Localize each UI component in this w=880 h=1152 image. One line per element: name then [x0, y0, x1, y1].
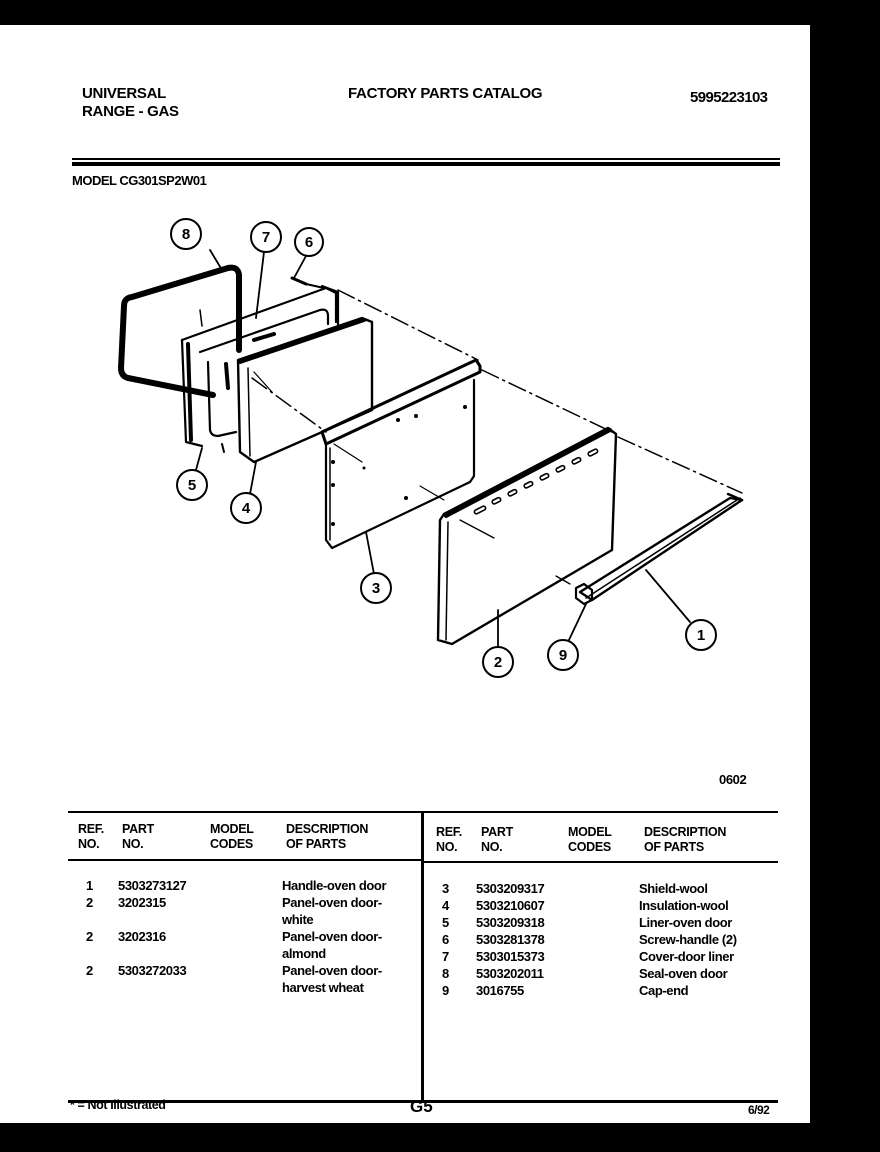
- col-model-codes-left: MODEL CODES: [210, 822, 254, 851]
- col-ref-no-left: REF. NO.: [78, 822, 104, 851]
- col-part-no-left: PART NO.: [122, 822, 154, 851]
- catalog-page: [0, 25, 810, 1123]
- col-model-codes-right: MODEL CODES: [568, 825, 612, 854]
- description-cont: white: [282, 912, 314, 927]
- part-no: 3202316: [118, 929, 166, 944]
- part-no: 3016755: [476, 983, 524, 998]
- svg-text:5: 5: [187, 477, 197, 494]
- svg-text:6: 6: [304, 234, 314, 251]
- ref-no: 4: [442, 898, 449, 913]
- description: Panel-oven door-: [282, 929, 382, 944]
- svg-text:8: 8: [181, 226, 191, 243]
- part-2-vent-slots: [474, 448, 599, 514]
- callout-5: [177, 470, 207, 500]
- part-5-liner: [182, 286, 338, 452]
- part-no: 5303209317: [476, 881, 545, 896]
- callout-1: [686, 620, 716, 650]
- description: Cap-end: [639, 983, 689, 998]
- ref-no: 2: [86, 895, 93, 910]
- description: Screw-handle (2): [639, 932, 737, 947]
- part-no: 5303273127: [118, 878, 187, 893]
- ref-no: 5: [442, 915, 449, 930]
- ref-no: 7: [442, 949, 449, 964]
- description: Panel-oven door-: [282, 895, 382, 910]
- description: Insulation-wool: [639, 898, 729, 913]
- description-cont: almond: [282, 946, 326, 961]
- ref-no: 2: [86, 963, 93, 978]
- part-2-panel: [438, 428, 616, 644]
- description: Liner-oven door: [639, 915, 732, 930]
- description-cont: harvest wheat: [282, 980, 364, 995]
- callouts: [171, 219, 716, 677]
- svg-text:7: 7: [261, 229, 271, 246]
- callout-7: [251, 222, 281, 252]
- callout-8: [171, 219, 201, 249]
- part-no: 5303272033: [118, 963, 187, 978]
- ref-no: 2: [86, 929, 93, 944]
- ref-no: 3: [442, 881, 449, 896]
- part-no: 5303202011: [476, 966, 544, 981]
- part-no: 5303281378: [476, 932, 545, 947]
- description: Cover-door liner: [639, 949, 734, 964]
- callout-9: [548, 640, 578, 670]
- callout-2: [483, 647, 513, 677]
- part-no: 5303209318: [476, 915, 545, 930]
- part-no: 3202315: [118, 895, 166, 910]
- table-header-rule-left: [68, 859, 422, 861]
- ref-no: 1: [86, 878, 93, 893]
- part-8-seal: [121, 268, 239, 395]
- not-illustrated-note: * = Not Illustrated: [70, 1098, 166, 1112]
- exploded-parts-diagram: [0, 25, 810, 785]
- description: Shield-wool: [639, 881, 708, 896]
- ref-no: 8: [442, 966, 449, 981]
- part-6-screw: [292, 278, 324, 288]
- svg-text:1: 1: [696, 627, 706, 644]
- page-code: G5: [410, 1097, 433, 1116]
- table-column-divider: [421, 811, 424, 1103]
- svg-text:9: 9: [558, 647, 568, 664]
- part-3-shield: [322, 360, 480, 548]
- svg-text:4: 4: [241, 500, 251, 517]
- product-type: RANGE - GAS: [82, 103, 179, 120]
- model-number: MODEL CG301SP2W01: [72, 173, 207, 188]
- ref-no: 6: [442, 932, 449, 947]
- part-3-holes: [331, 405, 467, 526]
- svg-text:2: 2: [493, 654, 503, 671]
- description: Panel-oven door-: [282, 963, 382, 978]
- callout-4: [231, 493, 261, 523]
- part-1-handle: [580, 494, 742, 600]
- figure-code: 0602: [719, 772, 747, 787]
- catalog-title: FACTORY PARTS CATALOG: [348, 85, 543, 102]
- catalog-number: 5995223103: [690, 89, 768, 106]
- part-no: 5303015373: [476, 949, 545, 964]
- callout-3: [361, 573, 391, 603]
- part-no: 5303210607: [476, 898, 545, 913]
- description: Handle-oven door: [282, 878, 387, 893]
- description: Seal-oven door: [639, 966, 728, 981]
- col-part-no-right: PART NO.: [481, 825, 513, 854]
- svg-text:3: 3: [371, 580, 381, 597]
- col-description-right: DESCRIPTION OF PARTS: [644, 825, 727, 854]
- table-header-rule-right: [424, 861, 778, 863]
- brand-name: UNIVERSAL: [82, 85, 166, 102]
- callout-6: [295, 228, 323, 256]
- ref-no: 9: [442, 983, 449, 998]
- col-ref-no-right: REF. NO.: [436, 825, 462, 854]
- col-description-left: DESCRIPTION OF PARTS: [286, 822, 369, 851]
- revision-date: 6/92: [748, 1103, 770, 1117]
